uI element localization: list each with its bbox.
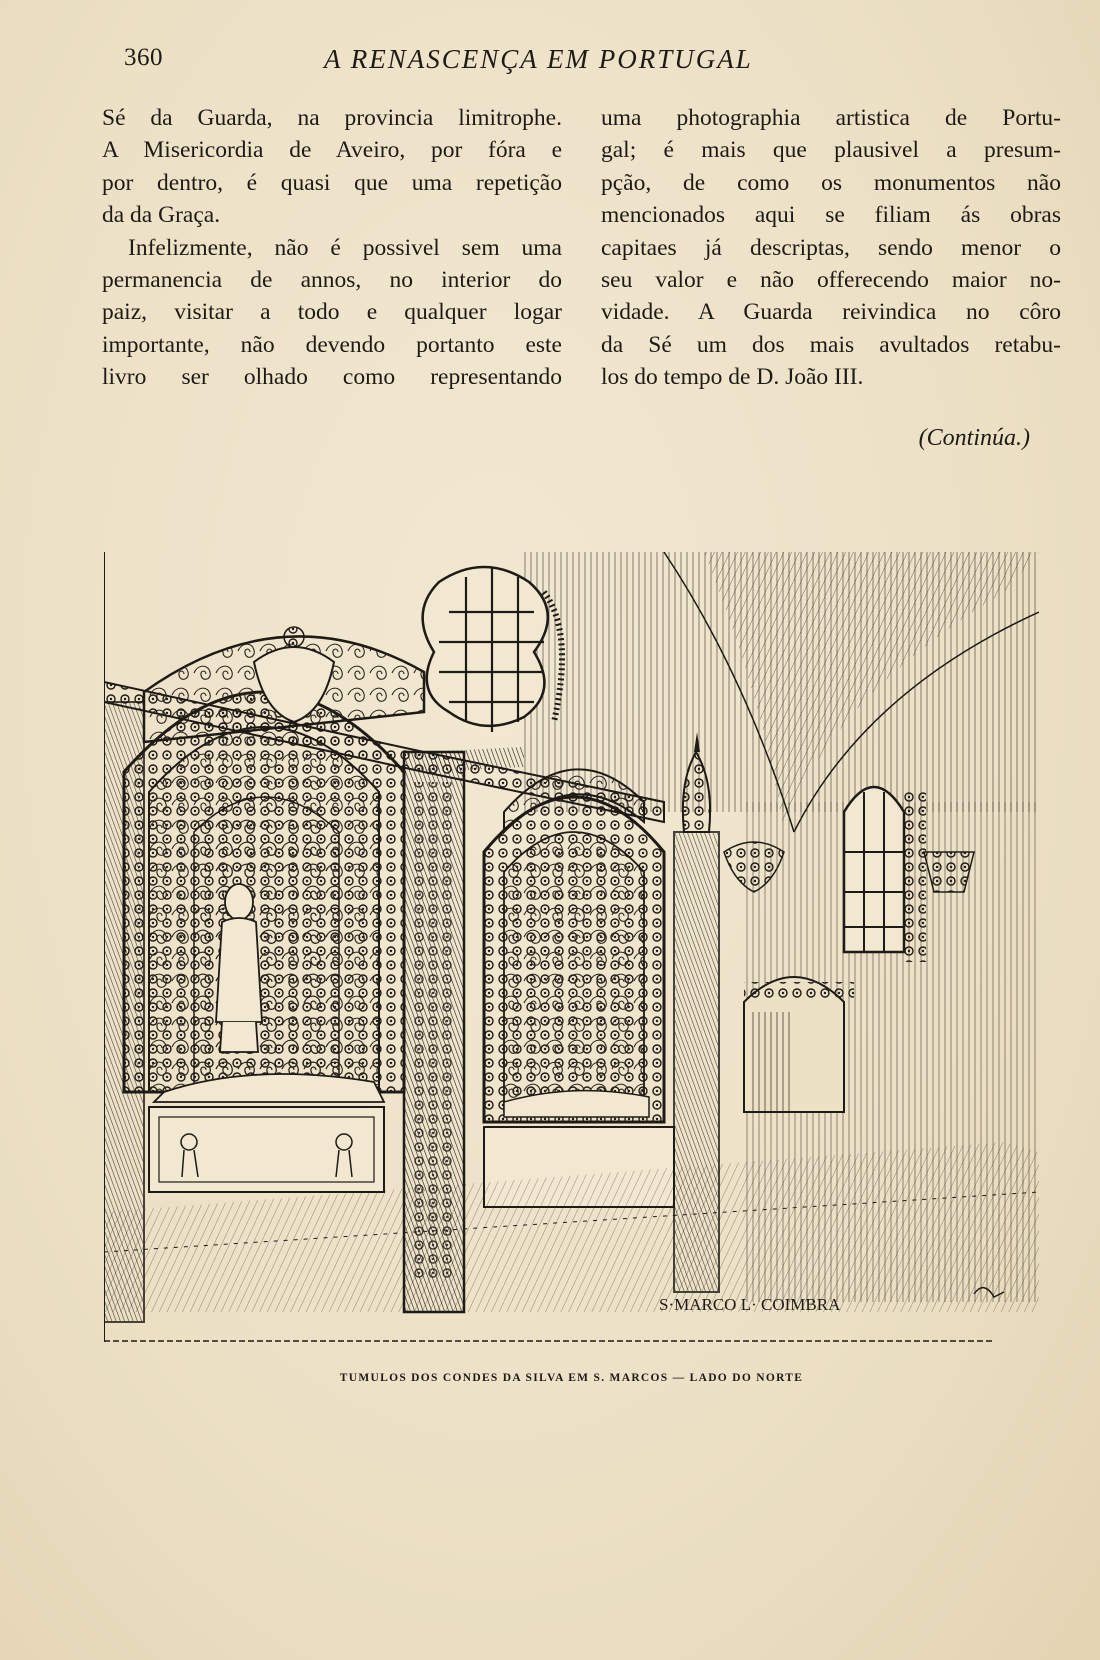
page-header: [124, 44, 924, 84]
text-line: mencionados aqui se filiam ás obras: [601, 202, 1061, 229]
text-line: paiz, visitar a todo e qualquer logar: [102, 299, 562, 326]
text-line: Infelizmente, não é possivel sem uma: [128, 234, 562, 261]
illustration-caption: TUMULOS DOS CONDES DA SILVA EM S. MARCOS — LADO DO NORTE: [339, 1372, 804, 1384]
text-column-left: [102, 102, 562, 394]
continua-note: (Continúa.): [918, 425, 1030, 451]
left-tomb-base: [149, 1107, 384, 1192]
text-column-right: [601, 102, 1061, 394]
text-line: vidade. A Guarda reivindica no côro: [601, 299, 1061, 326]
running-title: A RENASCENÇA EM PORTUGAL: [324, 44, 753, 74]
text-line: gal; é mais que plausivel a presum-: [601, 137, 1061, 164]
text-line: da da Graça.: [102, 202, 221, 229]
text-line: da Sé um dos mais avultados retabu-: [601, 331, 1061, 358]
signature-text: S·MARCO L· COIMBRA: [659, 1295, 841, 1314]
text-line: capitaes já descriptas, sendo menor o: [601, 234, 1061, 261]
text-line: importante, não devendo portanto este: [102, 331, 562, 358]
text-line: por dentro, é quasi que uma repetição: [102, 169, 562, 196]
text-line: seu valor e não offerecendo maior no-: [601, 266, 1061, 293]
side-doorway: [744, 977, 854, 1112]
text-line: pção, de como os monumentos não: [601, 169, 1061, 196]
right-tomb-niche: [484, 769, 674, 1207]
text-line: permanencia de annos, no interior do: [102, 266, 562, 293]
text-line: uma photographia artistica de Portu-: [601, 105, 1061, 131]
text-line: livro ser olhado como representando: [102, 364, 562, 391]
text-line: los do tempo de D. João III.: [601, 364, 864, 391]
page-number: 360: [124, 44, 163, 71]
text-line: Sé da Guarda, na provincia limitrophe.: [102, 105, 562, 131]
text-line: A Misericordia de Aveiro, por fóra e: [102, 137, 562, 164]
engraving-illustration: [104, 552, 1039, 1344]
